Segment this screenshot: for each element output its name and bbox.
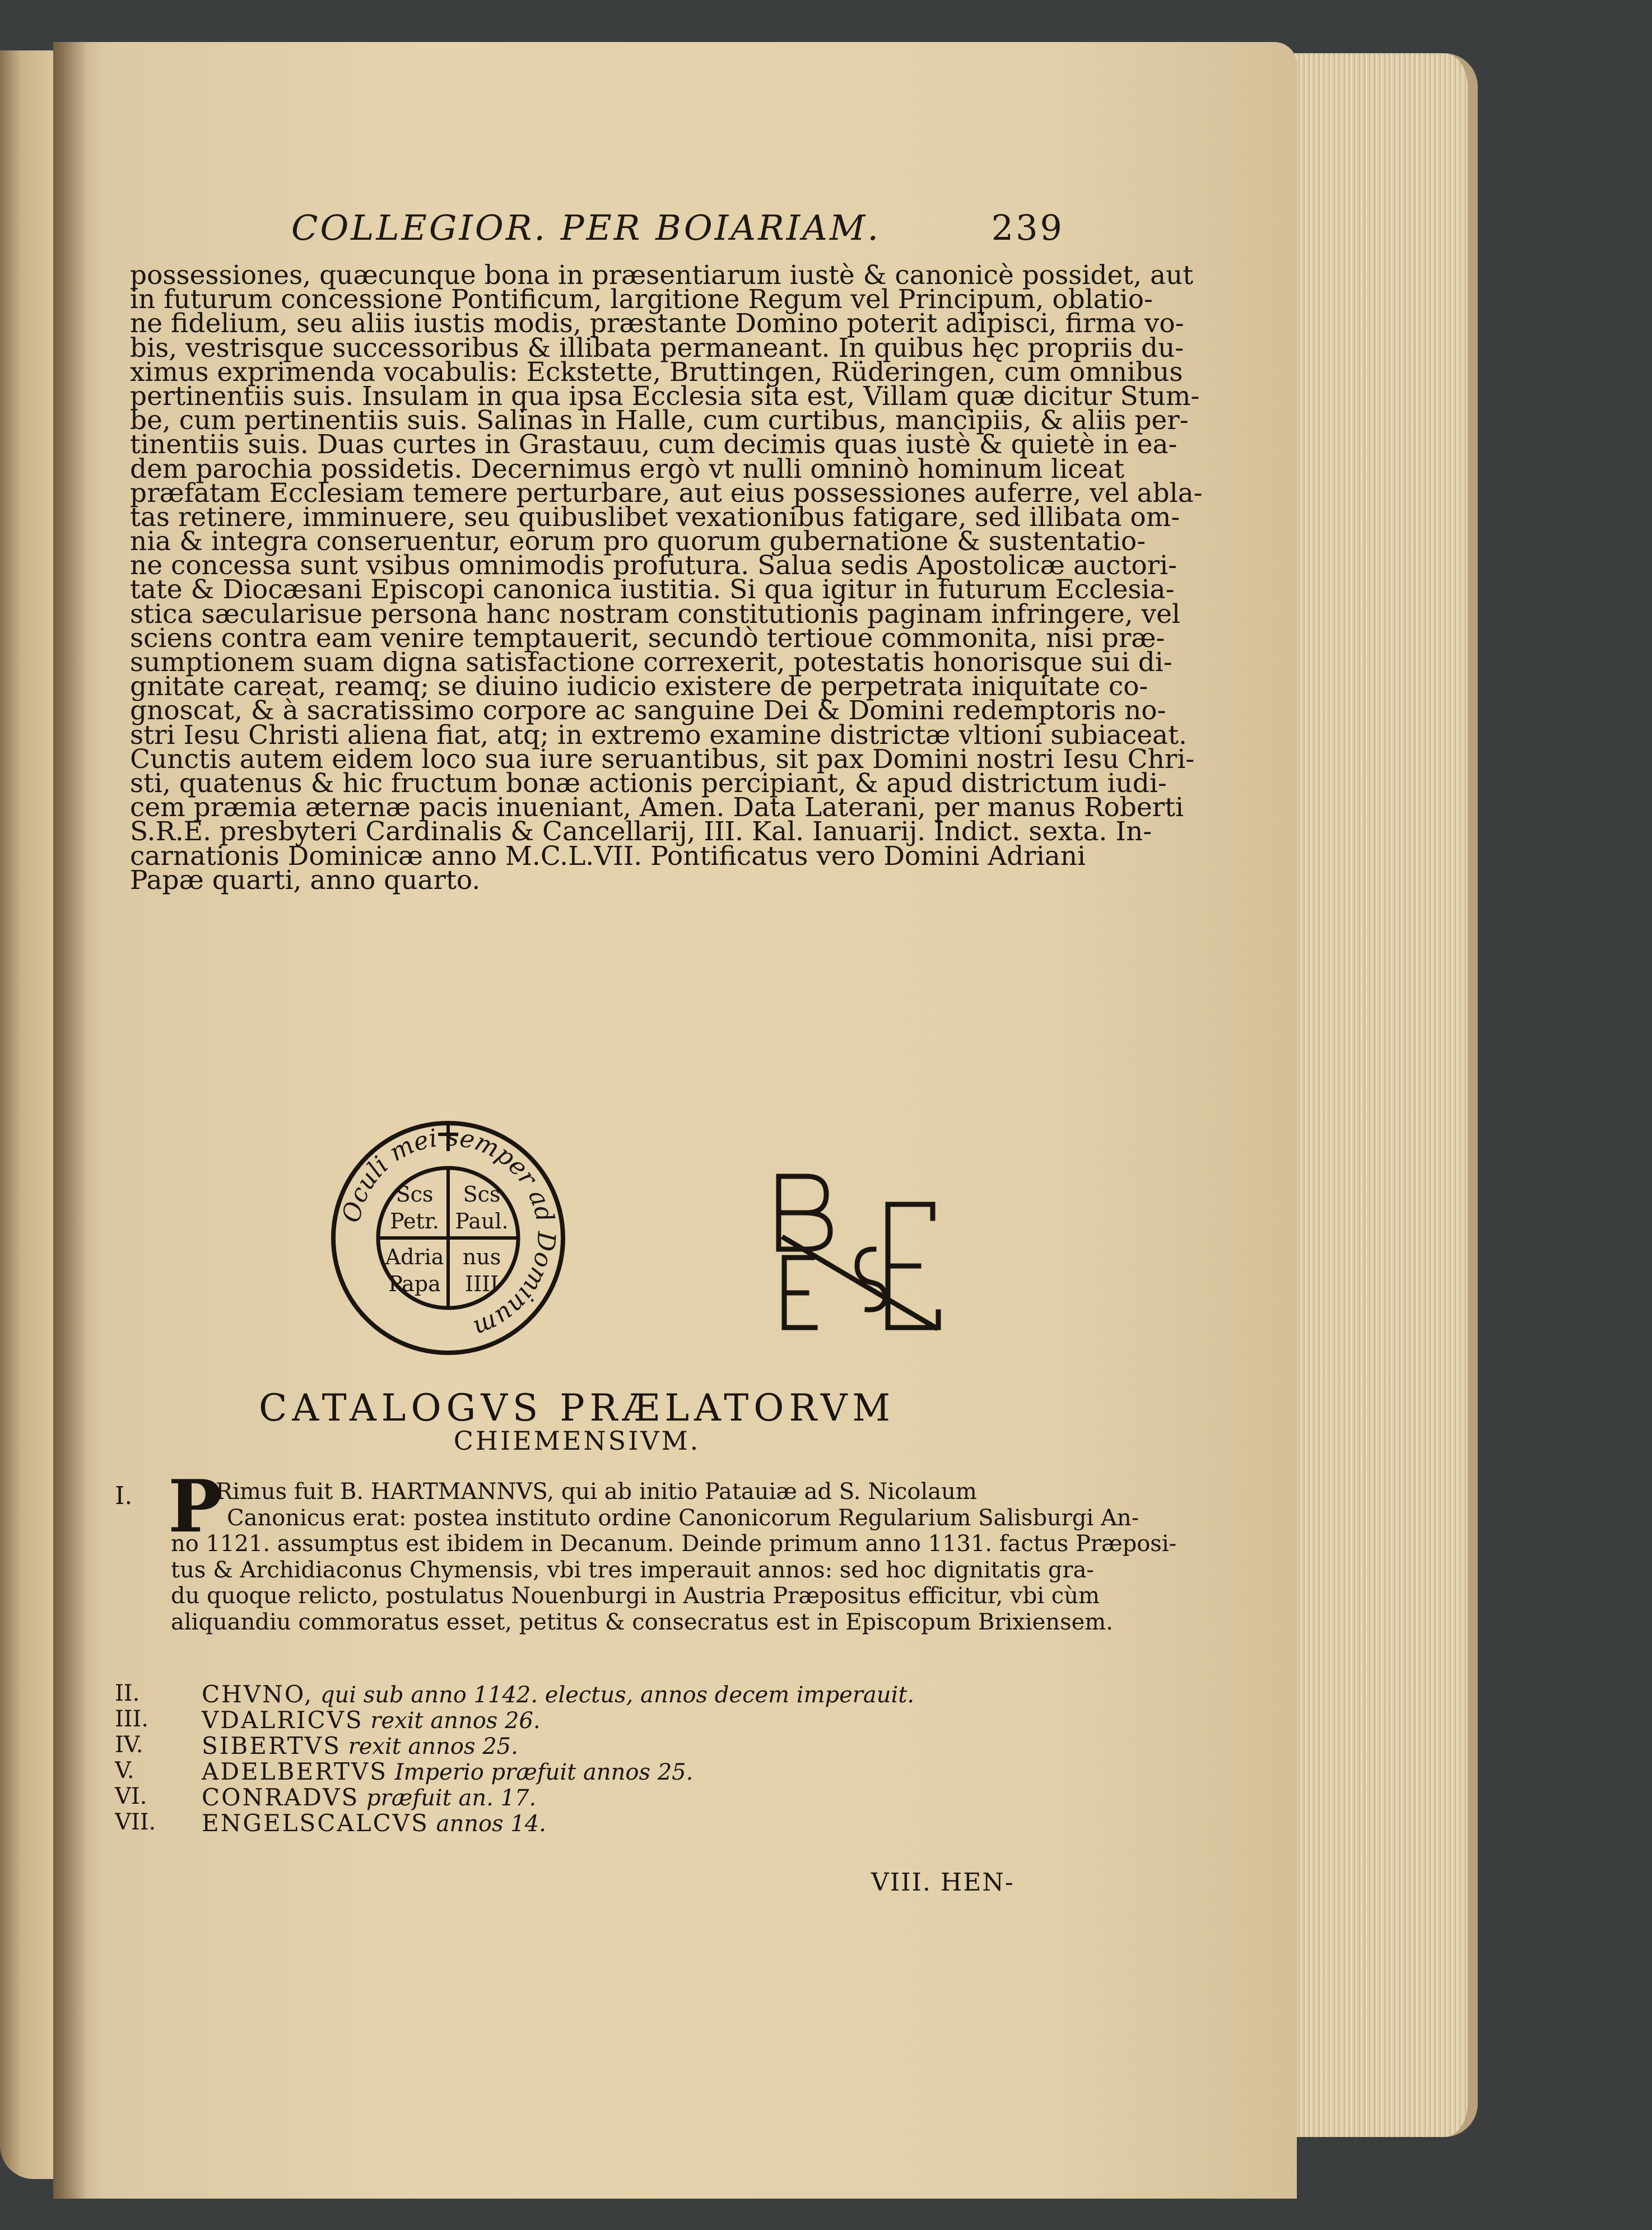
text-line: Papæ quarti, anno quarto. xyxy=(130,864,481,896)
text-line: stica sæcularisue persona hanc nostram constitutionis paginam infringere, vel xyxy=(130,598,1180,630)
prelate-note: præfuit an. 17. xyxy=(359,1785,537,1811)
page-block-edges xyxy=(1277,53,1478,2137)
text-line: bis, vestrisque successoribus & illibata permaneant. In quibus hęc propriis du- xyxy=(130,332,1184,364)
prelate-note: rexit annos 25. xyxy=(341,1734,518,1759)
entry-number: VII. xyxy=(115,1809,156,1835)
text-line: nia & integra conseruentur, eorum pro quorum gubernatione & sustentatio- xyxy=(130,526,1146,557)
entry-number: V. xyxy=(115,1758,134,1784)
text-line: pertinentiis suis. Insulam in qua ipsa Ecclesia sita est, Villam quæ dicitur Stum- xyxy=(130,380,1200,412)
prelate-list xyxy=(115,1680,915,1837)
entry-number: I. xyxy=(115,1482,133,1510)
entry-line: du quoque relicto, postulatus Nouenburgi in Austria Præpositus efficitur, vbi cùm xyxy=(171,1583,1100,1609)
text-line: sumptionem suam digna satisfactione correxerit, potestatis honorisque sui di- xyxy=(130,647,1172,678)
list-item xyxy=(115,1680,915,1708)
prelate-name: SIBERTVS xyxy=(202,1732,341,1759)
text-line: ne fidelium, seu aliis iustis modis, præstante Domino poterit adipisci, firma vo- xyxy=(130,308,1184,339)
catalog-subtitle: CHIEMENSIVM. xyxy=(453,1426,701,1456)
text-line: gnoscat, & à sacratissimo corpore ac sanguine Dei & Domini redemptoris no- xyxy=(130,695,1166,727)
text-line: sciens contra eam venire temptauerit, secundò tertioue commonita, nisi præ- xyxy=(130,622,1165,654)
gutter-shadow xyxy=(53,42,87,2199)
text-line: Cunctis autem eidem loco sua iure seruantibus, sit pax Domini nostri Iesu Chri- xyxy=(130,743,1195,775)
entry-line: no 1121. assumptus est ibidem in Decanum. Deinde primum anno 1131. factus Præposi- xyxy=(171,1531,1177,1557)
facing-page-edge xyxy=(0,50,53,2179)
seal-q1-top: Scs xyxy=(395,1182,434,1207)
seal-q2-top: Scs xyxy=(463,1182,501,1207)
entry-line: Canonicus erat: postea instituto ordine Canonicorum Regularium Salisburgi An- xyxy=(227,1505,1139,1531)
catchword: VIII. HEN- xyxy=(871,1868,1015,1897)
prelate-name: ENGELSCALCVS xyxy=(202,1809,429,1837)
prelate-note: rexit annos 26. xyxy=(363,1708,541,1734)
text-line: tate & Diocæsani Episcopi canonica iustitia. Si qua igitur in futurum Ecclesia- xyxy=(130,574,1175,606)
text-line: dem parochia possidetis. Decernimus ergò vt nulli omninò hominum liceat xyxy=(130,453,1125,485)
list-item xyxy=(115,1809,899,1835)
prelate-name: VDALRICVS xyxy=(202,1706,364,1734)
prelate-name: CONRADVS xyxy=(202,1784,360,1811)
entry-line: tus & Archidiaconus Chymensis, vbi tres imperauit annos: sed hoc dignitatis gra- xyxy=(171,1557,1094,1583)
list-item xyxy=(115,1732,899,1758)
entry-number: VI. xyxy=(115,1784,147,1809)
entry-line: aliquandiu commoratus esset, petitus & consecratus est in Episcopum Brixiensem. xyxy=(171,1609,1113,1635)
charter-text xyxy=(130,260,1203,896)
text-line: S.R.E. presbyteri Cardinalis & Cancellarij, III. Kal. Ianuarij. Indict. sexta. In- xyxy=(130,816,1152,848)
prelate-note: annos 14. xyxy=(429,1811,546,1837)
text-line: sti, quatenus & hic fructum bonæ actionis percipiant, & apud districtum iudi- xyxy=(130,767,1167,799)
seal-q4-bottom: IIII xyxy=(464,1272,499,1296)
entry-number: III. xyxy=(115,1706,149,1732)
seal-q3-bottom: Papa xyxy=(388,1272,441,1296)
prelate-name: ADELBERTVS xyxy=(202,1758,388,1785)
text-line: in futurum concessione Pontificum, largitione Regum vel Principum, oblatio- xyxy=(130,284,1153,315)
prelate-note: Imperio præfuit annos 25. xyxy=(388,1759,694,1785)
text-line: be, cum pertinentiis suis. Salinas in Halle, cum curtibus, mancipiis, & aliis per- xyxy=(130,405,1189,436)
entry-line: Rimus fuit B. HARTMANNVS, qui ab initio Patauiæ ad S. Nicolaum xyxy=(216,1479,977,1505)
text-line: ximus exprimenda vocabulis: Eckstette, Bruttingen, Rüderingen, cum omnibus xyxy=(130,356,1183,388)
list-item xyxy=(115,1784,899,1809)
text-line: tas retinere, imminuere, seu quibuslibet vexationibus fatigare, sed illibata om- xyxy=(130,501,1180,533)
text-line: ne concessa sunt vsibus omnimodis profutura. Salua sedis Apostolicæ auctori- xyxy=(130,550,1178,581)
text-line: præfatam Ecclesiam temere perturbare, aut eius possessiones auferre, vel abla- xyxy=(130,477,1203,509)
running-title: COLLEGIOR. PER BOIARIAM. xyxy=(291,207,881,248)
entry-number: IV. xyxy=(115,1732,143,1758)
list-item xyxy=(115,1758,899,1784)
text-line: stri Iesu Christi aliena fiat, atq; in extremo examine districtæ vltioni subiaceat. xyxy=(130,719,1187,751)
benevalete-monogram xyxy=(767,1165,958,1333)
seal-q1-bottom: Petr. xyxy=(390,1209,439,1233)
page-header xyxy=(291,207,1064,258)
papal-rota-seal xyxy=(314,1118,583,1364)
seal-q4-top: nus xyxy=(462,1245,501,1269)
text-line: tinentiis suis. Duas curtes in Grastauu, cum decimis quas iustè & quietè in ea- xyxy=(130,429,1178,460)
entry-number: II. xyxy=(115,1680,140,1706)
prelate-name: CHVNO, xyxy=(202,1680,314,1708)
list-item xyxy=(115,1706,899,1732)
catalog-first-entry xyxy=(115,1465,1177,1635)
text-line: possessiones, quæcunque bona in præsentiarum iustè & canonicè possidet, aut xyxy=(130,260,1194,291)
text-line: cem præmia æternæ pacis inueniant, Amen. Data Laterani, per manus Roberti xyxy=(130,792,1184,823)
drop-capital: P xyxy=(168,1465,222,1549)
seal-q2-bottom: Paul. xyxy=(455,1209,509,1233)
page-number: 239 xyxy=(991,207,1064,248)
catalog-title: CATALOGVS PRÆLATORVM xyxy=(259,1386,895,1430)
text-line: carnationis Dominicæ anno M.C.L.VII. Pontificatus vero Domini Adriani xyxy=(130,840,1086,872)
prelate-note: qui sub anno 1142. electus, annos decem imperauit. xyxy=(313,1682,915,1708)
text-line: gnitate careat, reamq; se diuino iudicio existere de perpetrata iniquitate co- xyxy=(130,671,1148,702)
seal-ring-text: Oculi mei semper ad Dominum xyxy=(337,1123,561,1343)
seal-q3-top: Adria xyxy=(385,1245,444,1269)
